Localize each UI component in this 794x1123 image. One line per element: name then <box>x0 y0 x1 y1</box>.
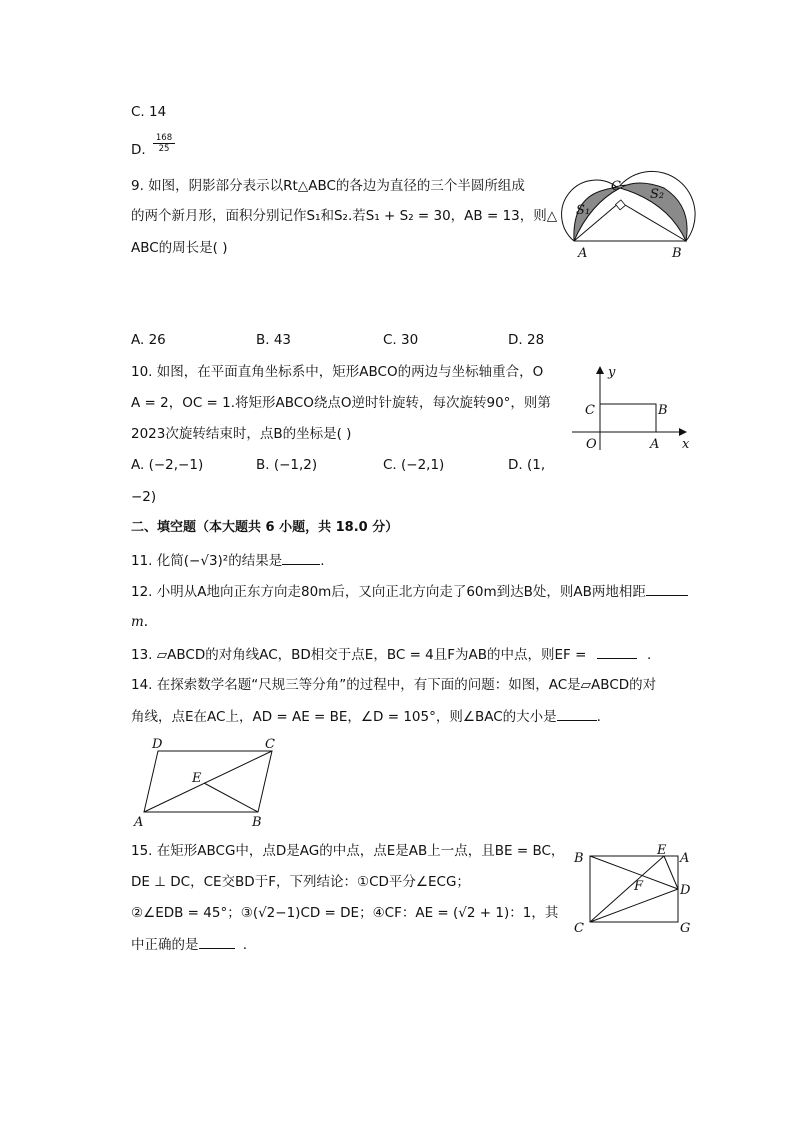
q9-option-a: A. 26 <box>131 332 166 348</box>
q11-text: 11. 化简(−√3)²的结果是 <box>131 553 283 569</box>
q14-label-b: B <box>252 815 262 830</box>
q10-label-y: y <box>608 365 616 380</box>
q15-label-f: F <box>634 879 644 894</box>
q10-figure <box>570 362 695 452</box>
q15-end: . <box>242 937 248 953</box>
q9-label-a: A <box>578 246 588 261</box>
q12-text: 12. 小明从A地向正东方向走80m后，又向正北方向走了60m到达B处，则AB两地相距 <box>131 584 646 600</box>
q9-line2: 的两个新月形，面积分别记作S₁和S₂.若S₁ + S₂ = 30，AB = 13，则△ <box>131 208 558 224</box>
q15-label-d: D <box>680 883 691 898</box>
q10-line3: 2023次旋转结束时，点B的坐标是( ) <box>131 426 352 442</box>
q10-option-d-cont: −2) <box>131 489 157 505</box>
q14-line1: 14. 在探索数学名题“尺规三等分角”的过程中，有下面的问题：如图，AC是▱ABCD的对 <box>131 677 657 693</box>
q14-line2-wrap <box>131 706 601 727</box>
q14-diagonal-ac <box>144 751 272 812</box>
q9-figure <box>568 176 698 266</box>
q15-line3: ②∠EDB = 45°；③(√2−1)CD = DE；④CF：AE = (√2 + 1)：1，其 <box>131 905 559 921</box>
q13-answer-blank[interactable] <box>597 644 637 659</box>
q14-label-c: C <box>265 737 275 752</box>
q10-line2: A = 2，OC = 1.将矩形ABCO绕点O逆时针旋转，每次旋转90°，则第 <box>131 395 551 411</box>
q11 <box>131 550 325 571</box>
q15-label-g: G <box>680 921 691 936</box>
option-d-prev <box>131 140 146 160</box>
q10-option-a: A. (−2,−1) <box>131 457 204 473</box>
q10-label-b: B <box>658 403 668 418</box>
q15-line4: 中正确的是 <box>131 937 199 953</box>
q9-option-d: D. 28 <box>508 332 545 348</box>
q14-segment-be <box>204 783 258 812</box>
fraction-numerator: 168 <box>153 133 175 144</box>
q15-line2: DE ⊥ DC，CE交BD于F，下列结论：①CD平分∠ECG； <box>131 874 470 890</box>
q13-end: . <box>647 647 652 663</box>
q9-label-s1: S₁ <box>576 203 591 218</box>
q12-answer-blank[interactable] <box>646 581 688 596</box>
option-d-fraction <box>153 133 175 154</box>
q15-answer-blank[interactable] <box>199 934 235 949</box>
q9-label-c: C <box>611 179 621 194</box>
q10-option-b: B. (−1,2) <box>256 457 318 473</box>
option-c-prev: C. 14 <box>131 104 167 120</box>
q9-option-c: C. 30 <box>383 332 419 348</box>
q9-label-s2: S₂ <box>650 187 665 202</box>
q15-segment-ce <box>590 856 664 922</box>
q15-label-b: B <box>574 851 584 866</box>
q10-label-a: A <box>650 437 660 452</box>
q14-label-e: E <box>192 771 202 786</box>
q13-text: 13. ▱ABCD的对角线AC，BD相交于点E，BC = 4且F为AB的中点，则EF = <box>131 647 587 663</box>
q12 <box>131 581 688 602</box>
q10-label-x: x <box>682 437 690 452</box>
q9-line3: ABC的周长是( ) <box>131 240 228 256</box>
q10-label-c: C <box>585 403 595 418</box>
q11-answer-blank[interactable] <box>282 550 320 565</box>
q12-line2: m. <box>131 614 149 630</box>
q9-label-b: B <box>672 246 682 261</box>
q9-line1: 9. 如图，阴影部分表示以Rt△ABC的各边为直径的三个半圆所组成 <box>131 178 525 194</box>
q10-option-c: C. (−2,1) <box>383 457 445 473</box>
q15-label-e: E <box>657 843 667 858</box>
q15-line1: 15. 在矩形ABCG中，点D是AG的中点，点E是AB上一点，且BE = BC， <box>131 843 565 859</box>
q15-label-c: C <box>574 921 584 936</box>
q15-label-a: A <box>680 851 690 866</box>
q11-end: . <box>320 553 325 569</box>
q14-label-d: D <box>152 737 163 752</box>
q9-option-b: B. 43 <box>256 332 292 348</box>
q15-figure <box>570 844 695 939</box>
q15-line4-wrap <box>131 934 247 955</box>
q13 <box>131 644 651 665</box>
q10-option-d: D. (1, <box>508 457 546 473</box>
section-title-fill-blank: 二、填空题（本大题共 6 小题，共 18.0 分） <box>131 520 399 535</box>
q14-label-a: A <box>134 815 144 830</box>
q14-answer-blank[interactable] <box>557 706 597 721</box>
q14-end: . <box>596 709 601 725</box>
q10-rectangle-abco <box>600 404 656 432</box>
q10-line1: 10. 如图，在平面直角坐标系中，矩形ABCO的两边与坐标轴重合，O <box>131 364 544 380</box>
q14-figure <box>132 736 282 831</box>
option-d-label: D. <box>131 142 146 158</box>
fraction-denominator: 25 <box>158 144 170 154</box>
q10-label-o: O <box>586 437 597 452</box>
q14-line2: 角线，点E在AC上，AD = AE = BE，∠D = 105°，则∠BAC的大小是 <box>131 709 557 725</box>
